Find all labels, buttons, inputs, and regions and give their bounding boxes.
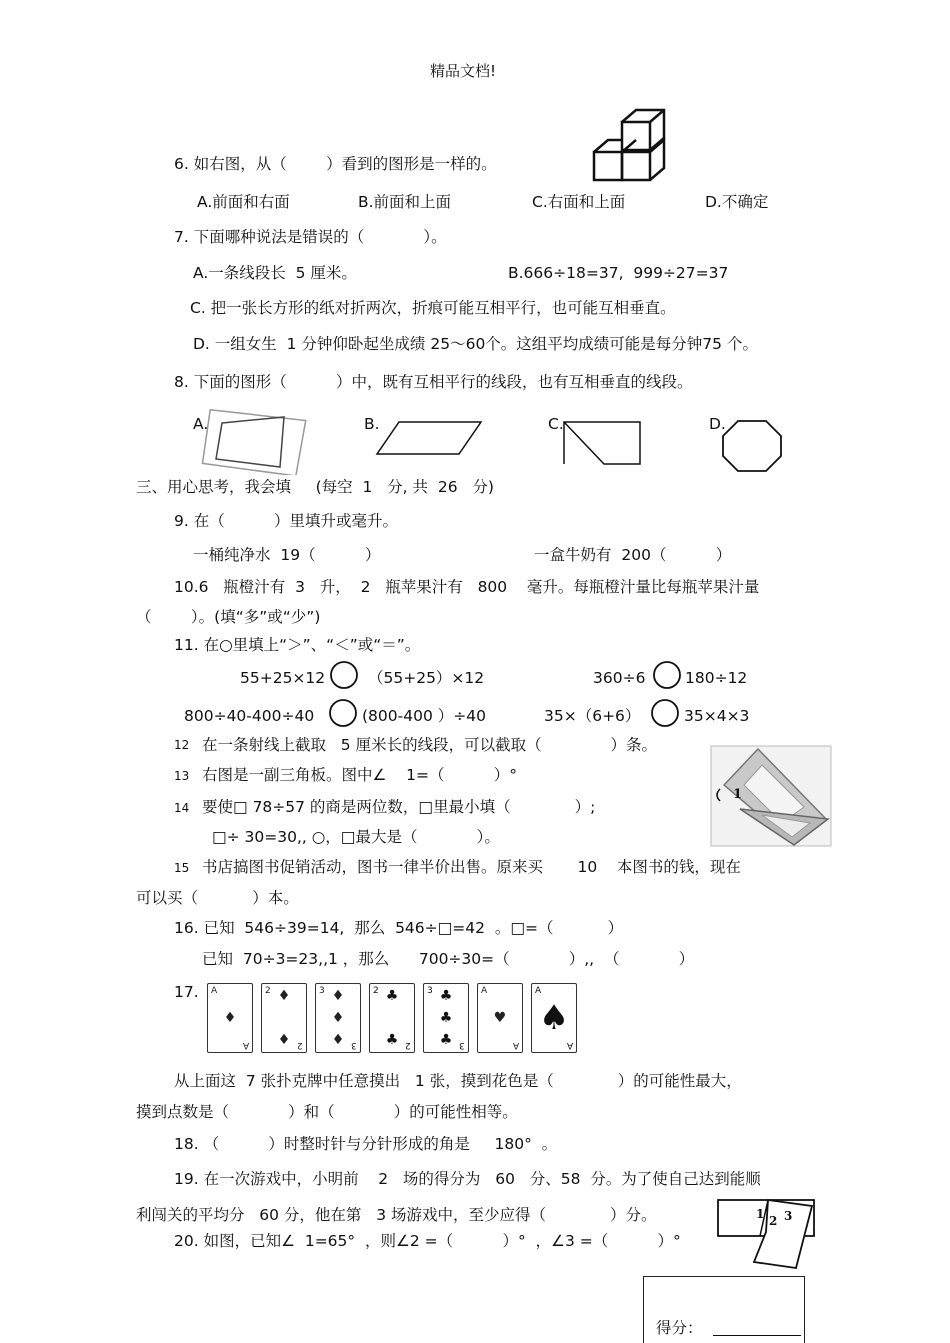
q8-label-b: B.: [364, 415, 380, 433]
q6-option-a: A.前面和右面: [197, 193, 290, 211]
card-suit-pip: ♣: [439, 988, 453, 1005]
card-suit-pip: ♦: [277, 988, 291, 1005]
q13-text: 右图是一副三角板。图中∠ 1=（ ）°: [202, 766, 517, 784]
card-suit-pip: ♥: [493, 1010, 507, 1026]
q13-figure-label: 1: [733, 787, 743, 802]
q8-label-d: D.: [709, 415, 726, 433]
card-rank: A: [512, 1040, 519, 1050]
q14-text: 要使□ 78÷57 的商是两位数，□里最小填（ ）;: [202, 798, 596, 816]
q7-option-d: D. 一组女生 1 分钟仰卧起坐成绩 25～60个。这组平均成绩可能是每分钟75 个。: [193, 335, 758, 353]
q6-option-c: C.右面和上面: [532, 193, 626, 211]
q12-number: 12: [174, 738, 190, 752]
playing-card: [315, 983, 361, 1053]
q14-line-2: □÷ 30=30,, ○，□最大是（ ）。: [212, 828, 500, 846]
q9-item-a: 一桶纯净水 19（ ）: [193, 546, 381, 564]
q20-angle-label-1: 1: [756, 1207, 765, 1221]
card-rank: 3: [319, 986, 325, 996]
q10-line-1: 10.6 瓶橙汁有 3 升， 2 瓶苹果汁有 800 毫升。每瓶橙汁量比每瓶苹果汁量: [174, 578, 760, 596]
q11-expr-2-right: 180÷12: [685, 669, 748, 687]
q6-cube-figure: [590, 106, 670, 188]
q9-text: 9. 在（ ）里填升或毫升。: [174, 512, 398, 530]
q6-text: 6. 如右图，从（ ）看到的图形是一样的。: [174, 155, 497, 173]
q11-expr-4-left: 35×（6+6）: [544, 707, 641, 725]
q11-compare-circle-2[interactable]: [652, 660, 682, 690]
q7-option-b: B.666÷18=37, 999÷27=37: [508, 264, 729, 282]
q19-line-2: 利闯关的平均分 60 分，他在第 3 场游戏中，至少应得（ ）分。: [136, 1206, 657, 1224]
q11-compare-circle-3[interactable]: [328, 698, 358, 728]
q13-number: 13: [174, 769, 190, 783]
card-rank: A: [566, 1040, 573, 1050]
card-suit-pip: ♦: [331, 988, 345, 1005]
card-suit-pip: ♣: [439, 1010, 453, 1026]
q11-expr-1-right: （55+25）×12: [368, 669, 485, 687]
q16-line-1: 16. 已知 546÷39=14, 那么 546÷□=42 。□=（ ）: [174, 919, 624, 937]
playing-card: [423, 983, 469, 1053]
playing-card: [369, 983, 415, 1053]
q14-number: 14: [174, 801, 190, 815]
card-rank: A: [242, 1040, 249, 1050]
q11-expr-2-left: 360÷6: [593, 669, 646, 687]
card-suit-pip: ♣: [439, 1031, 453, 1048]
q20-text: 20. 如图，已知∠ 1=65° ，则∠2 =（ ）° ，∠3 =（ ）°: [174, 1232, 681, 1250]
q16-line-2: 已知 70÷3=23,,1 ，那么 700÷30=（ ）,, （ ）: [202, 950, 695, 968]
card-suit-pip: ♣: [385, 988, 399, 1005]
section-3-heading: 三、用心思考，我会填 (每空 1 分, 共 26 分): [136, 478, 494, 496]
q17-line-1: 从上面这 7 张扑克牌中任意摸出 1 张，摸到花色是（ ）的可能性最大，: [174, 1072, 742, 1090]
card-rank: A: [481, 986, 488, 996]
q7-text: 7. 下面哪种说法是错误的（ ）。: [174, 228, 447, 246]
q19-line-1: 19. 在一次游戏中，小明前 2 场的得分为 60 分、58 分。为了使自己达到能顺: [174, 1170, 761, 1188]
q11-expr-4-right: 35×4×3: [684, 707, 750, 725]
q8-label-a: A.: [193, 415, 209, 433]
card-rank: 3: [427, 986, 433, 996]
q8-text: 8. 下面的图形（ ）中，既有互相平行的线段，也有互相垂直的线段。: [174, 373, 693, 391]
card-rank: 2: [405, 1040, 411, 1050]
q17-number: 17.: [174, 983, 199, 1001]
q6-option-b: B.前面和上面: [358, 193, 452, 211]
card-suit-pip: ♦: [277, 1031, 291, 1048]
q11-text: 11. 在○里填上“＞”、“＜”或“＝”。: [174, 636, 421, 654]
q15-line-1: 书店搞图书促销活动，图书一律半价出售。原来买 10 本图书的钱，现在: [202, 858, 741, 876]
playing-card: [531, 983, 577, 1053]
card-rank: 3: [459, 1040, 465, 1050]
playing-card: [207, 983, 253, 1053]
card-rank: A: [211, 986, 218, 996]
q9-item-b: 一盒牛奶有 200（ ）: [534, 546, 732, 564]
q7-option-a: A.一条线段长 5 厘米。: [193, 264, 357, 282]
score-underline[interactable]: [713, 1335, 801, 1336]
q20-angle-label-3: 3: [784, 1209, 793, 1223]
q18-text: 18. （ ）时整时针与分针形成的角是 180° 。: [174, 1135, 558, 1153]
q10-line-2: （ ）。(填“多”或“少”): [136, 608, 321, 626]
playing-card: [261, 983, 307, 1053]
q17-line-2: 摸到点数是（ ）和（ ）的可能性相等。: [136, 1103, 518, 1121]
q8-figure-b: [375, 418, 485, 458]
q11-expr-3-left: 800÷40-400÷40: [184, 707, 315, 725]
q11-expr-3-right: (800-400 ）÷40: [362, 707, 486, 725]
card-suit-pip: ♦: [331, 1031, 345, 1048]
card-rank: 3: [351, 1040, 357, 1050]
card-suit-pip: ♦: [331, 1010, 345, 1026]
score-label: 得分：: [656, 1319, 703, 1337]
playing-card: [477, 983, 523, 1053]
q11-compare-circle-1[interactable]: [329, 660, 359, 690]
q8-figure-a: [200, 405, 310, 475]
card-rank: A: [535, 986, 542, 996]
card-rank: 2: [297, 1040, 303, 1050]
q6-option-d: D.不确定: [705, 193, 769, 211]
q15-line-2: 可以买（ ）本。: [136, 889, 299, 907]
card-suit-pip: ♣: [385, 1031, 399, 1048]
q20-angle-label-2: 2: [769, 1214, 778, 1228]
card-rank: 2: [373, 986, 379, 996]
card-suit-pip: ♦: [223, 1010, 237, 1026]
q20-folded-paper-figure: [712, 1192, 818, 1274]
card-rank: 2: [265, 986, 271, 996]
card-suit-pip: ♠: [538, 998, 570, 1038]
q11-compare-circle-4[interactable]: [650, 698, 680, 728]
q7-option-c: C. 把一张长方形的纸对折两次，折痕可能互相平行，也可能互相垂直。: [190, 299, 676, 317]
q8-label-c: C.: [548, 415, 564, 433]
q13-triangle-ruler-figure: [710, 745, 832, 847]
page-header: 精品文档!: [430, 62, 497, 80]
q12-text: 在一条射线上截取 5 厘米长的线段，可以截取（ ）条。: [202, 736, 658, 754]
q15-number: 15: [174, 861, 190, 875]
q8-figure-c: [560, 418, 644, 468]
q11-expr-1-left: 55+25×12: [240, 669, 326, 687]
q8-figure-d: [720, 418, 784, 474]
